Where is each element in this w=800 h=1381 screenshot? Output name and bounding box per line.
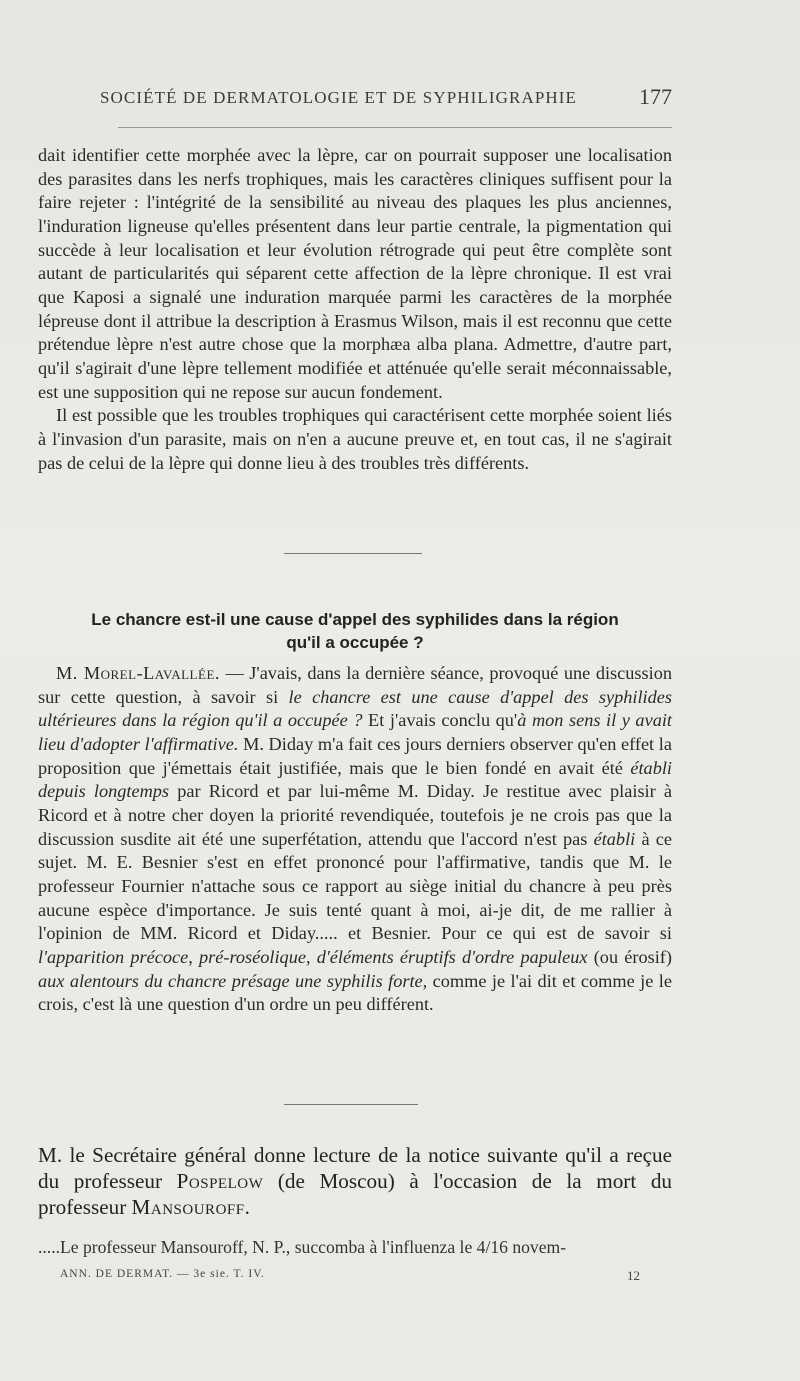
notice-paragraph: M. le Secrétaire général donne lecture de la notice suivante qu'il a reçue du professeur Pospelow (de Moscou) à l'occasion de la mort du professeur Mansouroff. (38, 1143, 673, 1219)
section-heading-line-1: Le chancre est-il une cause d'appel des syphilides dans la région (91, 610, 619, 629)
paragraph-1: dait identifier cette morphée avec la lèpre, car on pourrait supposer une localisation des parasites dans les nerfs trophiques, mais les caractères cliniques suffisent pour la faire rejeter : l'intégrité de la sensibilité au niveau des plaques les plus anciennes, l'induration ligneuse qu'elles présentent dans leur partie centrale, la pigmentation qui succède à leur localisation et leur évolution rétrograde qui peut être complète sont autant de particularités qui séparent cette affection de la lèpre chronique. Il est vrai que Kaposi a signalé une induration marquée parmi les caractères de la morphée lépreuse dont il attribue la description à Erasmus Wilson, mais il est reconnu que cette prétendue lèpre n'est autre chose que la morphæa alba plana. Admettre, d'autre part, qu'il s'agirait d'une lèpre tellement modifiée et atténuée qu'elle serait méconnaissable, est une supposition qui ne repose sur aucun fondement. (38, 145, 672, 402)
name-pospelow: Pospelow (176, 1169, 264, 1193)
section-divider-1 (284, 553, 422, 554)
italic-question: le chancre est une cause d'appel des syphilides ultérieures dans la région qu'il a occupée ? (38, 686, 672, 731)
page-number: 177 (639, 84, 672, 109)
name-mansouroff: Mansouroff (131, 1195, 245, 1219)
section-heading-line-2: qu'il a occupée ? (286, 633, 424, 652)
running-title: SOCIÉTÉ DE DERMATOLOGIE ET DE SYPHILIGRAPHIE (100, 88, 578, 107)
paragraph-2: Il est possible que les troubles trophiques qui caractérisent cette morphée soient liés à l'invasion d'un parasite, mais on n'en a aucune preuve et, en tout cas, il ne s'agirait pas de celui de la lèpre qui donne lieu à des troubles très différents. (38, 405, 672, 473)
header-rule (118, 127, 672, 128)
section-heading (38, 608, 672, 654)
footer-citation: ANN. DE DERMAT. — 3e sie. T. IV. (60, 1268, 265, 1280)
notice-first-line: .....Le professeur Mansouroff, N. P., succomba à l'influenza le 4/16 novem- (38, 1237, 567, 1257)
speaker-name: M. Morel-Lavallée. (56, 663, 220, 683)
signature-mark: 12 (627, 1268, 640, 1283)
discussion-body (38, 662, 672, 1017)
page-footer (60, 1268, 640, 1283)
body-text (38, 144, 672, 475)
paragraph-3: M. Morel-Lavallée. — J'avais, dans la dernière séance, provoqué une discussion sur cette question, à savoir si le chancre est une cause d'appel des syphilides ultérieures dans la région qu'il a occupée ? Et j'avais conclu qu'à mon sens il y avait lieu d'adopter l'affirmative. M. Diday m'a fait ces jours derniers observer qu'en effet la proposition que j'émettais était justifiée, mais que le bien fondé en avait été établi depuis longtemps par Ricord et par lui-même M. Diday. Je restitue avec plaisir à Ricord et à notre cher doyen la priorité revendiquée, toutefois je ne crois pas que la discussion susdite ait été une superfétation, attendu que l'accord n'est pas établi à ce sujet. M. E. Besnier s'est en effet prononcé pour l'affirmative, tandis que M. le professeur Fournier n'attache sous ce rapport au siège initial du chancre à peu près aucune espèce d'importance. Je suis tenté quant à moi, ai-je dit, de me rallier à l'opinion de MM. Ricord et Diday..... et Besnier. Pour ce qui est de savoir si l'apparition précoce, pré-roséolique, d'éléments éruptifs d'ordre papuleux (ou érosif) aux alentours du chancre présage une syphilis forte, comme je l'ai dit et comme je le crois, c'est là une question d'un ordre un peu différent. (38, 663, 673, 1015)
section-divider-2 (284, 1104, 418, 1105)
